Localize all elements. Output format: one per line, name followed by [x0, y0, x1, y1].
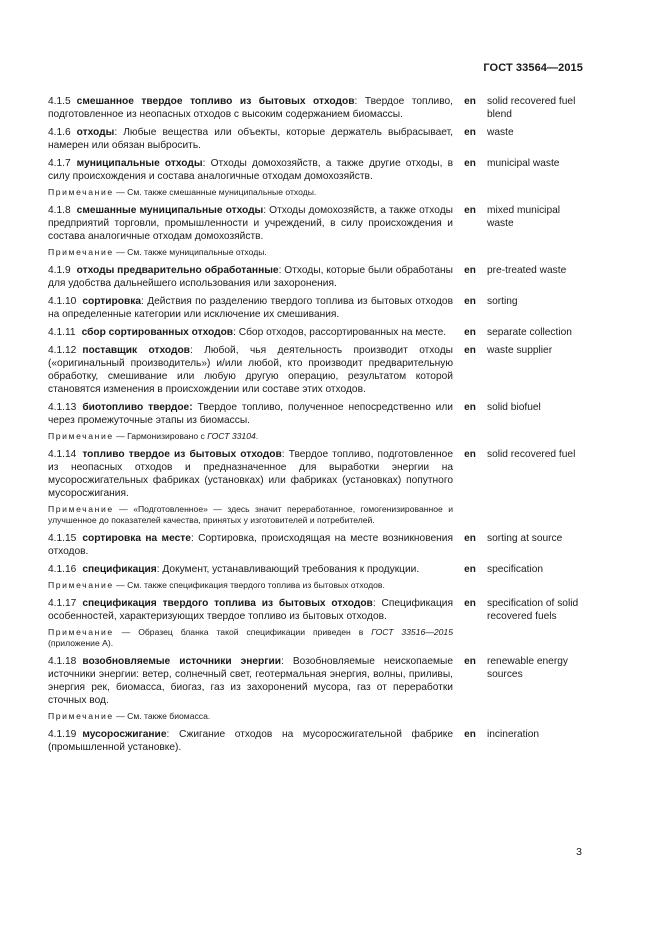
language-code: en — [464, 598, 476, 609]
term-definition: Любой, чья деятельность производит отходы («оригинальный производитель») и/или любой, кто производит предварительную обработку, смешивание или любую другую операцию, результатом которой становятся изменения в происхождении или составе этих отходов. — [48, 345, 453, 395]
term-name: отходы предварительно обработанные — [76, 265, 279, 276]
term-note: Примечание — См. также спецификация твердого топлива из бытовых отходов. — [48, 580, 385, 590]
term-note: Примечание — Образец бланка такой спецификации приведен в ГОСТ 33516—2015 (приложение А). — [48, 627, 453, 648]
term-entry — [48, 532, 596, 558]
terms-list — [48, 95, 596, 759]
term-entry — [48, 344, 596, 396]
term-number: 4.1.9 — [48, 265, 71, 276]
language-code: en — [464, 449, 476, 460]
term-definition: Твердое топливо, подготовленное из неопасных отходов с высоким содержанием биомассы. — [48, 96, 453, 120]
english-equivalent: renewable energy sources — [487, 656, 568, 680]
term-definition: Твердое топливо, подготовленное из неопасных отходов и предназначенное для выработки энергии на мусоросжигательных фабриках (установках) или фабриках (установках) попутного мусоросжигания. — [48, 449, 453, 499]
term-definition-text — [48, 532, 453, 558]
term-definition: Твердое топливо, полученное непосредственно или через промежуточные этапы из биомассы. — [48, 402, 454, 426]
term-definition-text — [48, 295, 453, 321]
term-entry — [48, 95, 596, 121]
language-code: en — [464, 345, 476, 356]
term-separator: : — [189, 345, 205, 356]
term-definition: Возобновляемые неископаемые источники энергии: ветер, солнечный свет, геотермальная энергия, волны, приливы, энергия рек, биомасса, биогаз, газ из захоронений мусора, газ от переработки сточных вод. — [48, 656, 453, 706]
note-text: См. также смешанные муниципальные отходы. — [127, 187, 317, 197]
term-name: сортировка на месте — [82, 533, 191, 544]
english-equivalent: pre-treated waste — [487, 265, 567, 276]
english-equivalent: sorting at source — [487, 533, 563, 544]
term-number: 4.1.8 — [48, 205, 71, 216]
term-name: отходы — [76, 127, 115, 138]
note-text-end: . — [255, 431, 259, 441]
term-number: 4.1.6 — [48, 127, 71, 138]
term-definition: Сжигание отходов на мусоросжигательной фабрике (промышленной установке). — [48, 729, 453, 753]
term-number: 4.1.5 — [48, 96, 71, 107]
note-label: Примечание — [48, 627, 114, 637]
term-definition-text — [48, 157, 453, 183]
term-number: 4.1.16 — [48, 564, 77, 575]
term-name: спецификация — [82, 564, 157, 575]
english-equivalent: mixed municipal waste — [487, 205, 561, 229]
note-text: См. также спецификация твердого топлива из бытовых отходов. — [127, 580, 385, 590]
language-code: en — [464, 296, 476, 307]
english-equivalent: separate collection — [487, 327, 572, 338]
note-text: См. также муниципальные отходы. — [127, 247, 267, 257]
term-definition: Любые вещества или объекты, которые держатель выбрасывает, намерен или обязан выбросить. — [48, 127, 453, 151]
term-entry — [48, 157, 596, 183]
note-text: Гармонизировано с — [127, 431, 208, 441]
english-equivalent: sorting — [487, 296, 518, 307]
term-definition-text — [48, 728, 453, 754]
note-label: Примечание — [48, 187, 114, 197]
term-number: 4.1.15 — [48, 533, 77, 544]
term-number: 4.1.17 — [48, 598, 77, 609]
term-separator: : — [141, 296, 148, 307]
english-equivalent: solid recovered fuel blend — [487, 96, 576, 120]
language-code: en — [464, 729, 476, 740]
term-entry — [48, 204, 596, 243]
note-text: Образец бланка такой спецификации приведен в — [138, 627, 372, 637]
english-equivalent: solid recovered fuel — [487, 449, 576, 460]
standard-header: ГОСТ 33564—2015 — [483, 62, 583, 74]
term-name: мусоросжигание — [82, 729, 167, 740]
term-name: возобновляемые источники энергии — [82, 656, 282, 667]
term-definition-text — [48, 204, 453, 243]
language-code: en — [464, 205, 476, 216]
term-definition: Отходы, которые были обработаны для удобства дальнейшего использования или захоронения. — [48, 265, 453, 289]
term-name: топливо твердое из бытовых отходов — [82, 449, 282, 460]
language-code: en — [464, 656, 476, 667]
term-name: биотопливо твердое: — [82, 402, 193, 413]
term-definition: Спецификация особенностей, характеризующих твердое топливо из бытовых отходов. — [48, 598, 453, 622]
term-number: 4.1.7 — [48, 158, 71, 169]
term-separator: : — [263, 205, 270, 216]
term-name: поставщик отходов — [82, 345, 190, 356]
english-equivalent: municipal waste — [487, 158, 560, 169]
term-entry — [48, 563, 596, 576]
term-note: Примечание — См. также смешанные муниципальные отходы. — [48, 187, 317, 197]
term-name: спецификация твердого топлива из бытовых отходов — [82, 598, 373, 609]
english-equivalent: specification — [487, 564, 544, 575]
term-entry — [48, 264, 596, 290]
term-note: Примечание — «Подготовленное» — здесь значит переработанное, гомогенизированное и улучшенное до показателей качества, принятых у изготовителей и потребителей. — [48, 504, 454, 525]
term-number: 4.1.12 — [48, 345, 77, 356]
term-definition-text — [48, 264, 453, 290]
language-code: en — [464, 158, 476, 169]
term-entry — [48, 295, 596, 321]
english-equivalent: solid biofuel — [487, 402, 541, 413]
term-separator: : — [156, 564, 163, 575]
language-code: en — [464, 96, 476, 107]
term-number: 4.1.18 — [48, 656, 77, 667]
term-definition-text — [48, 401, 453, 427]
term-separator: : — [372, 598, 382, 609]
term-name: сбор сортированных отходов — [81, 327, 234, 338]
note-reference: ГОСТ 33516—2015 — [371, 627, 453, 637]
note-text: «Подготовленное» — здесь значит переработанное, гомогенизированное и улучшенное до показателей качества, принятых у изготовителей и потребителей. — [48, 504, 454, 525]
note-text-end: (приложение А). — [48, 638, 114, 648]
term-separator: : — [190, 533, 199, 544]
term-entry — [48, 126, 596, 152]
term-definition-text — [48, 344, 453, 396]
term-number: 4.1.19 — [48, 729, 77, 740]
term-definition: Сортировка, происходящая на месте возникновения отходов. — [48, 533, 453, 557]
term-number: 4.1.11 — [48, 327, 76, 338]
term-number: 4.1.10 — [48, 296, 77, 307]
term-separator: : — [281, 449, 289, 460]
term-name: смешанное твердое топливо из бытовых отходов — [76, 96, 355, 107]
note-reference: ГОСТ 33104 — [207, 431, 256, 441]
note-label: Примечание — [48, 580, 114, 590]
language-code: en — [464, 265, 476, 276]
note-label: Примечание — [48, 711, 114, 721]
term-definition-text — [48, 326, 453, 339]
english-equivalent: specification of solid recovered fuels — [487, 598, 579, 622]
term-definition-text — [48, 563, 453, 576]
term-number: 4.1.14 — [48, 449, 77, 460]
language-code: en — [464, 533, 476, 544]
term-entry — [48, 655, 596, 707]
term-definition-text — [48, 655, 453, 707]
term-definition: Отходы домохозяйств, а также отходы предприятий торговли, промышленности и учреждений, в силу происхождения и состава аналогичные отходам домохозяйств. — [48, 205, 453, 242]
page-number: 3 — [576, 846, 582, 858]
term-name: муниципальные отходы — [76, 158, 203, 169]
english-equivalent: incineration — [487, 729, 540, 740]
note-label: Примечание — [48, 504, 114, 514]
term-entry — [48, 597, 596, 623]
term-entry — [48, 448, 596, 500]
term-separator: : — [354, 96, 365, 107]
term-definition-text — [48, 126, 453, 152]
language-code: en — [464, 564, 476, 575]
term-definition: Действия по разделению твердого топлива из бытовых отходов на определенные категории или исключение их смешивания. — [48, 296, 453, 320]
language-code: en — [464, 327, 476, 338]
term-separator: : — [166, 729, 179, 740]
term-definition: Сбор отходов, рассортированных на месте. — [238, 327, 447, 338]
english-equivalent: waste supplier — [487, 345, 553, 356]
term-name: смешанные муниципальные отходы — [76, 205, 264, 216]
term-entry — [48, 728, 596, 754]
note-label: Примечание — [48, 431, 114, 441]
term-definition-text — [48, 95, 453, 121]
term-separator: : — [202, 158, 211, 169]
term-separator: : — [233, 327, 239, 338]
term-definition-text — [48, 597, 453, 623]
language-code: en — [464, 127, 476, 138]
term-separator: : — [281, 656, 293, 667]
term-separator: : — [114, 127, 124, 138]
term-note: Примечание — См. также биомасса. — [48, 711, 211, 721]
term-separator: : — [278, 265, 285, 276]
term-note: Примечание — См. также муниципальные отходы. — [48, 247, 267, 257]
note-label: Примечание — [48, 247, 114, 257]
term-entry — [48, 326, 596, 339]
term-name: сортировка — [82, 296, 142, 307]
term-number: 4.1.13 — [48, 402, 77, 413]
english-equivalent: waste — [487, 127, 514, 138]
note-text: См. также биомасса. — [127, 711, 211, 721]
term-definition: Документ, устанавливающий требования к продукции. — [162, 564, 420, 575]
term-definition-text — [48, 448, 453, 500]
language-code: en — [464, 402, 476, 413]
term-note: Примечание — Гармонизировано с ГОСТ 33104. — [48, 431, 259, 441]
term-entry — [48, 401, 596, 427]
term-definition: Отходы домохозяйств, а также другие отходы, в силу происхождения и состава аналогичные отходам домохозяйств. — [48, 158, 453, 182]
